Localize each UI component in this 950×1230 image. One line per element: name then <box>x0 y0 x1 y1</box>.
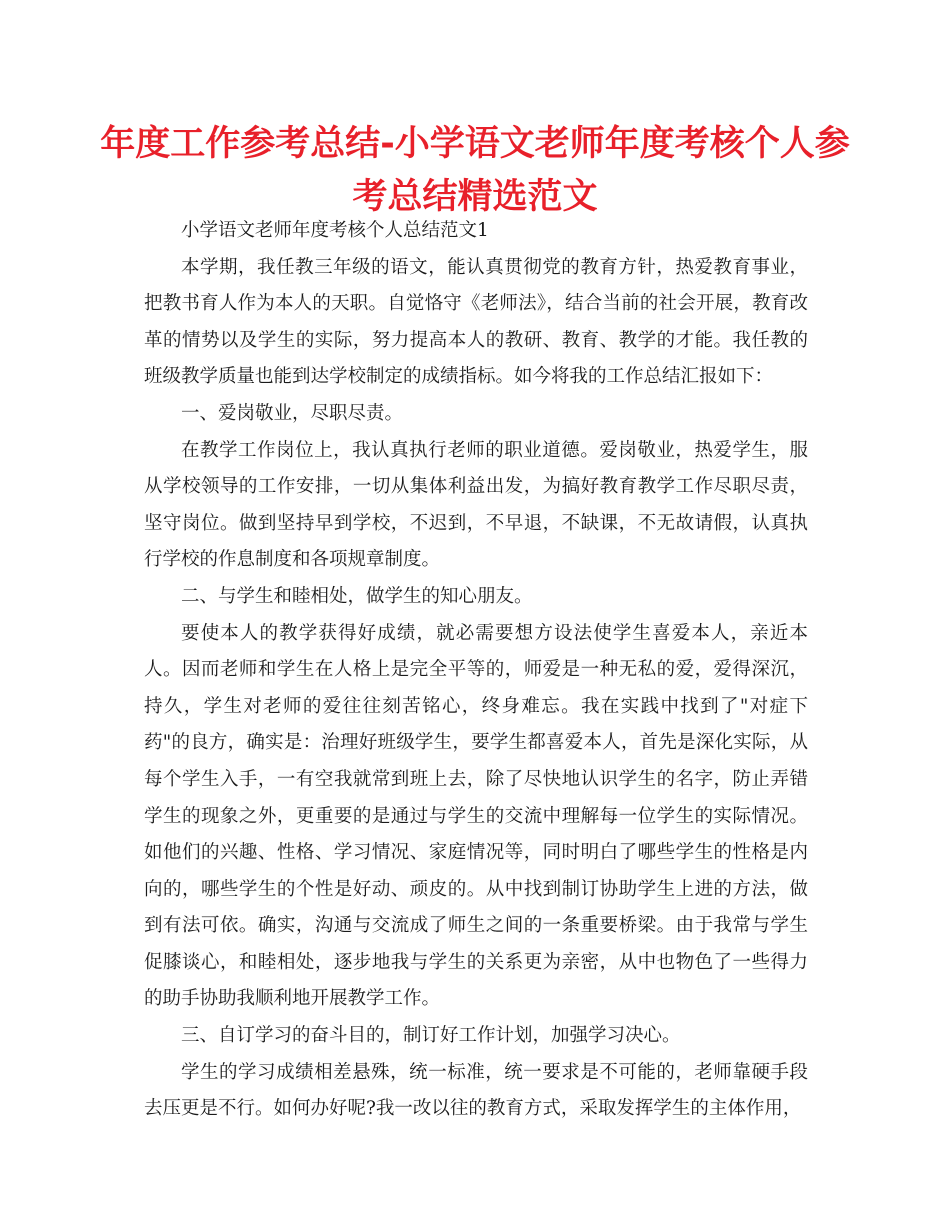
section-3-paragraph: 学生的学习成绩相差悬殊，统一标准，统一要求是不可能的，老师靠硬手段去压更是不行。如何办好呢?我一改以往的教育方式，采取发挥学生的主体作用， <box>144 1061 808 1120</box>
section-heading-1: 一、爱岗敬业，尽职尽责。 <box>181 402 404 424</box>
section-2-paragraph: 要使本人的教学获得好成绩，就必需要想方设法使学生喜爱本人，亲近本人。因而老师和学生在人格上是完全平等的，师爱是一种无私的爱，爱得深沉，持久，学生对老师的爱往往刻苦铭心，终身难忘。我在实践中找到了"对症下药"的良方，确实是：治理好班级学生，要学生都喜爱本人，首先是深化实际，从每个学生入手，一有空我就常到班上去，除了尽快地认识学生的名字，防止弄错学生的现象之外，更重要的是通过与学生的交流中理解每一位学生的实际情况。如他们的兴趣、性格、学习情况、家庭情况等，同时明白了哪些学生的性格是内向的，哪些学生的个性是好动、顽皮的。从中找到制订协助学生上进的方法，做到有法可依。确实，沟通与交流成了师生之间的一条重要桥梁。由于我常与学生促膝谈心，和睦相处，逐步地我与学生的关系更为亲密，从中也物色了一些得力的助手协助我顺利地开展教学工作。 <box>144 622 808 1010</box>
intro-paragraph: 本学期，我任教三年级的语文，能认真贯彻党的教育方针，热爱教育事业，把教书育人作为本人的天职。自觉恪守《老师法》，结合当前的社会开展，教育改革的情势以及学生的实际，努力提高本人的教研、教育、教学的才能。我任教的班级教学质量也能到达学校制定的成绩指标。如今将我的工作总结汇报如下： <box>144 256 808 388</box>
section-heading-2: 二、与学生和睦相处，做学生的知心朋友。 <box>181 585 533 607</box>
section-1-paragraph: 在教学工作岗位上，我认真执行老师的职业道德。爱岗敬业，热爱学生，服从学校领导的工作安排，一切从集体利益出发，为搞好教育教学工作尽职尽责，坚守岗位。做到坚持早到学校，不迟到，不早退，不缺课，不无故请假，认真执行学校的作息制度和各项规章制度。 <box>144 439 808 571</box>
document-body <box>144 213 808 1128</box>
section-heading-essay-1: 小学语文老师年度考核个人总结范文1 <box>181 220 489 241</box>
document-title: 年度工作参考总结-小学语文老师年度考核个人参考总结精选范文 <box>100 124 850 217</box>
section-heading-3: 三、自订学习的奋斗目的，制订好工作计划，加强学习决心。 <box>181 1025 681 1047</box>
